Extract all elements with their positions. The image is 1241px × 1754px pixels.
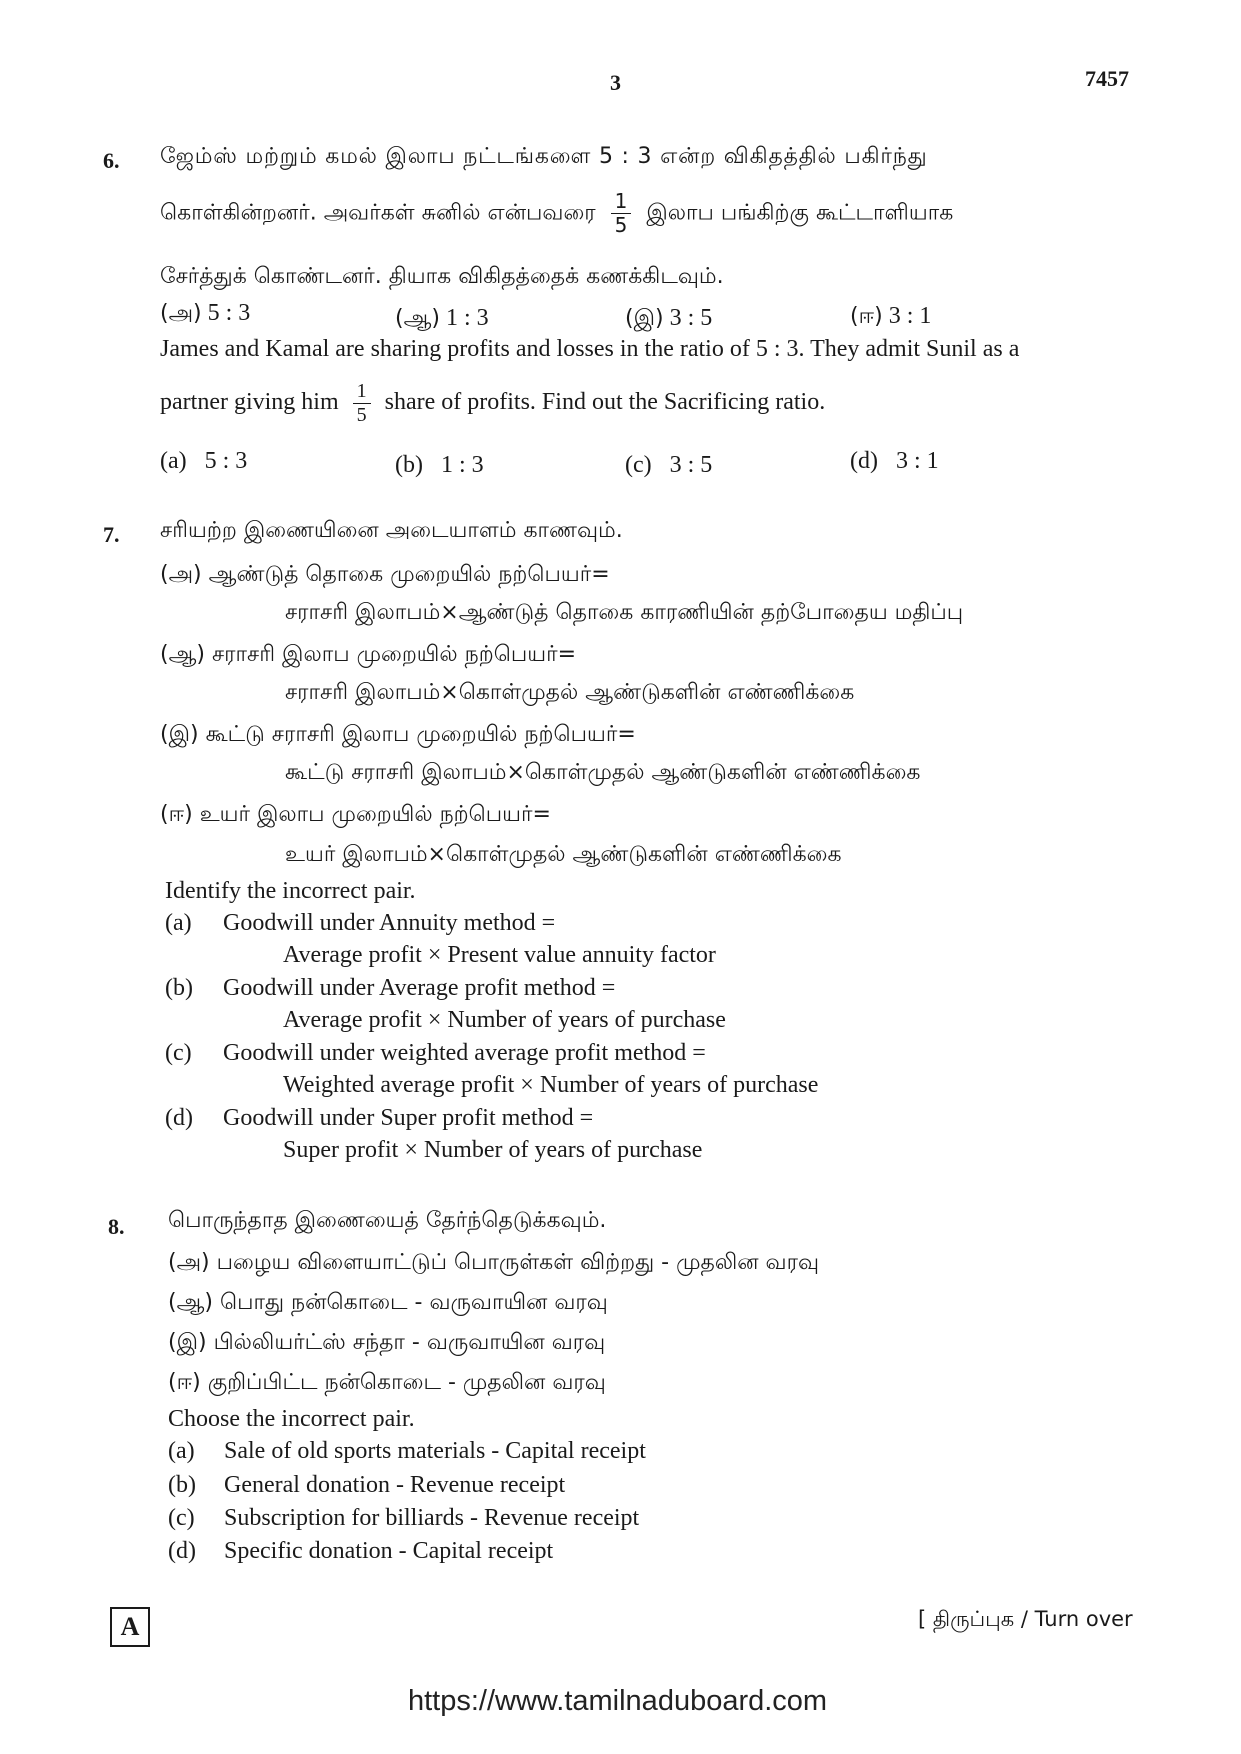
q7-english-item-formula: Average profit × Number of years of purchase — [283, 1007, 726, 1033]
q6-english-line-2 — [160, 380, 825, 427]
item-text: பொது நன்கொடை - வருவாயின வரவு — [220, 1290, 608, 1315]
q8-english-item — [168, 1538, 553, 1565]
q7-english-question: Identify the incorrect pair. — [165, 878, 416, 904]
fraction — [353, 380, 371, 427]
item-label: (b) — [165, 975, 193, 1001]
q6-english-line-1: James and Kamal are sharing profits and losses in the ratio of 5 : 3. They admit Sunil as a — [160, 336, 1020, 362]
item-text: குறிப்பிட்ட நன்கொடை - முதலின வரவு — [207, 1370, 606, 1395]
q6-english-option — [395, 452, 484, 479]
option-label: (இ) — [625, 306, 664, 331]
option-value: 1 : 3 — [440, 452, 484, 478]
q8-english-question: Choose the incorrect pair. — [168, 1406, 415, 1432]
q6-tamil-option — [395, 305, 489, 334]
turn-over-note: [ திருப்புக / Turn over — [918, 1607, 1133, 1631]
q7-tamil-item — [160, 802, 551, 830]
q8-tamil-item — [168, 1250, 819, 1278]
question-number: 6. — [103, 148, 120, 173]
q6-tamil-line-2-end: இலாப பங்கிற்கு கூட்டாளியாக — [646, 200, 954, 226]
item-text: Goodwill under Super profit method = — [223, 1105, 594, 1131]
item-label: (ஆ) — [168, 1290, 213, 1315]
option-value: 3 : 1 — [895, 448, 939, 474]
option-value: 1 : 3 — [446, 305, 489, 331]
option-label: (c) — [625, 452, 652, 478]
q7-english-item — [165, 910, 555, 937]
q7-tamil-item-formula: சராசரி இலாபம்×கொள்முதல் ஆண்டுகளின் எண்ணிக்கை — [285, 680, 855, 705]
fraction-denominator: 5 — [614, 213, 628, 237]
option-label: (b) — [395, 452, 423, 478]
item-text: பழைய விளையாட்டுப் பொருள்கள் விற்றது - முதலின வரவு — [216, 1250, 820, 1275]
website-url[interactable]: https://www.tamilnaduboard.com — [408, 1685, 828, 1717]
fraction-numerator: 1 — [353, 380, 371, 404]
item-label: (b) — [168, 1472, 196, 1498]
item-text: ஆண்டுத் தொகை முறையில் நற்பெயர்= — [208, 562, 610, 587]
item-label: (இ) — [160, 722, 199, 747]
q8-english-item — [168, 1505, 639, 1532]
q7-tamil-item-formula: கூட்டு சராசரி இலாபம்×கொள்முதல் ஆண்டுகளின் எண்ணிக்கை — [285, 760, 921, 785]
q6-english-option — [160, 448, 247, 475]
q7-english-item — [165, 1040, 706, 1067]
q7-english-item — [165, 975, 615, 1002]
q6-english-line-2-start: partner giving him — [160, 389, 339, 416]
q8-tamil-question: பொருந்தாத இணையைத் தேர்ந்தெடுக்கவும். — [168, 1208, 607, 1233]
option-label: (d) — [850, 448, 878, 474]
q8-tamil-item — [168, 1370, 606, 1398]
option-value: 3 : 5 — [669, 305, 713, 331]
fraction — [611, 190, 632, 237]
q6-tamil-line-1: ஜேம்ஸ் மற்றும் கமல் இலாப நட்டங்களை 5 : 3 என்ற விகிதத்தில் பகிர்ந்து — [160, 144, 928, 169]
fraction-denominator: 5 — [356, 404, 367, 426]
item-label: (a) — [165, 910, 192, 936]
question-number: 8. — [108, 1214, 125, 1239]
item-text: சராசரி இலாப முறையில் நற்பெயர்= — [212, 642, 576, 667]
q7-tamil-item-formula: உயர் இலாபம்×கொள்முதல் ஆண்டுகளின் எண்ணிக்கை — [285, 842, 842, 867]
q6-tamil-line-2-start: கொள்கின்றனர். அவர்கள் சுனில் என்பவரை — [160, 200, 596, 226]
option-label: (ஆ) — [395, 306, 440, 331]
paper-code: 7457 — [1085, 66, 1129, 91]
page-number: 3 — [610, 70, 621, 95]
option-label: (அ) — [160, 301, 202, 326]
fraction-numerator: 1 — [611, 190, 632, 214]
item-text: உயர் இலாப முறையில் நற்பெயர்= — [199, 802, 551, 827]
q7-english-item-formula: Average profit × Present value annuity factor — [283, 942, 716, 968]
item-label: (d) — [168, 1538, 196, 1564]
item-text: பில்லியர்ட்ஸ் சந்தா - வருவாயின வரவு — [213, 1330, 606, 1355]
q7-tamil-item — [160, 562, 610, 590]
item-text: Goodwill under Average profit method = — [223, 975, 616, 1001]
option-value: 5 : 3 — [207, 300, 251, 326]
q7-tamil-item — [160, 642, 576, 670]
item-label: (ஈ) — [168, 1370, 201, 1395]
item-text: Goodwill under weighted average profit method = — [223, 1040, 706, 1066]
q6-tamil-option — [850, 303, 931, 332]
item-text: Specific donation - Capital receipt — [224, 1538, 554, 1564]
item-label: (ஈ) — [160, 802, 193, 827]
q6-tamil-line-2 — [160, 190, 953, 237]
item-text: Sale of old sports materials - Capital receipt — [224, 1438, 646, 1464]
question-number: 7. — [103, 522, 120, 547]
item-text: கூட்டு சராசரி இலாப முறையில் நற்பெயர்= — [205, 722, 636, 747]
q7-tamil-question: சரியற்ற இணையினை அடையாளம் காணவும். — [160, 518, 623, 543]
item-label: (அ) — [160, 562, 202, 587]
q8-english-item — [168, 1472, 565, 1499]
q8-tamil-item — [168, 1290, 608, 1318]
option-label: (ஈ) — [850, 304, 883, 329]
item-label: (d) — [165, 1105, 193, 1131]
item-text: General donation - Revenue receipt — [224, 1472, 566, 1498]
q8-english-item — [168, 1438, 646, 1465]
item-label: (a) — [168, 1438, 195, 1464]
item-label: (ஆ) — [160, 642, 205, 667]
option-value: 3 : 5 — [669, 452, 713, 478]
option-value: 3 : 1 — [888, 303, 932, 329]
q8-tamil-item — [168, 1330, 605, 1358]
item-label: (இ) — [168, 1330, 207, 1355]
q6-english-line-2-end: share of profits. Find out the Sacrificing ratio. — [384, 389, 826, 416]
q6-tamil-line-3: சேர்த்துக் கொண்டனர். தியாக விகிதத்தைக் கணக்கிடவும். — [160, 264, 724, 289]
q6-tamil-option — [625, 305, 712, 334]
booklet-series-box: A — [110, 1607, 150, 1647]
q7-english-item — [165, 1105, 593, 1132]
option-value: 5 : 3 — [204, 448, 248, 474]
item-text: Goodwill under Annuity method = — [223, 910, 556, 936]
q6-english-option — [850, 448, 939, 475]
option-label: (a) — [160, 448, 187, 474]
item-label: (அ) — [168, 1250, 210, 1275]
q7-english-item-formula: Weighted average profit × Number of years of purchase — [283, 1072, 819, 1098]
q7-tamil-item-formula: சராசரி இலாபம்×ஆண்டுத் தொகை காரணியின் தற்போதைய மதிப்பு — [285, 600, 964, 625]
item-label: (c) — [165, 1040, 192, 1066]
q6-tamil-option — [160, 300, 250, 329]
item-label: (c) — [168, 1505, 195, 1531]
q7-tamil-item — [160, 722, 636, 750]
q7-english-item-formula: Super profit × Number of years of purchase — [283, 1137, 703, 1163]
item-text: Subscription for billiards - Revenue receipt — [224, 1505, 640, 1531]
q6-english-option — [625, 452, 712, 479]
